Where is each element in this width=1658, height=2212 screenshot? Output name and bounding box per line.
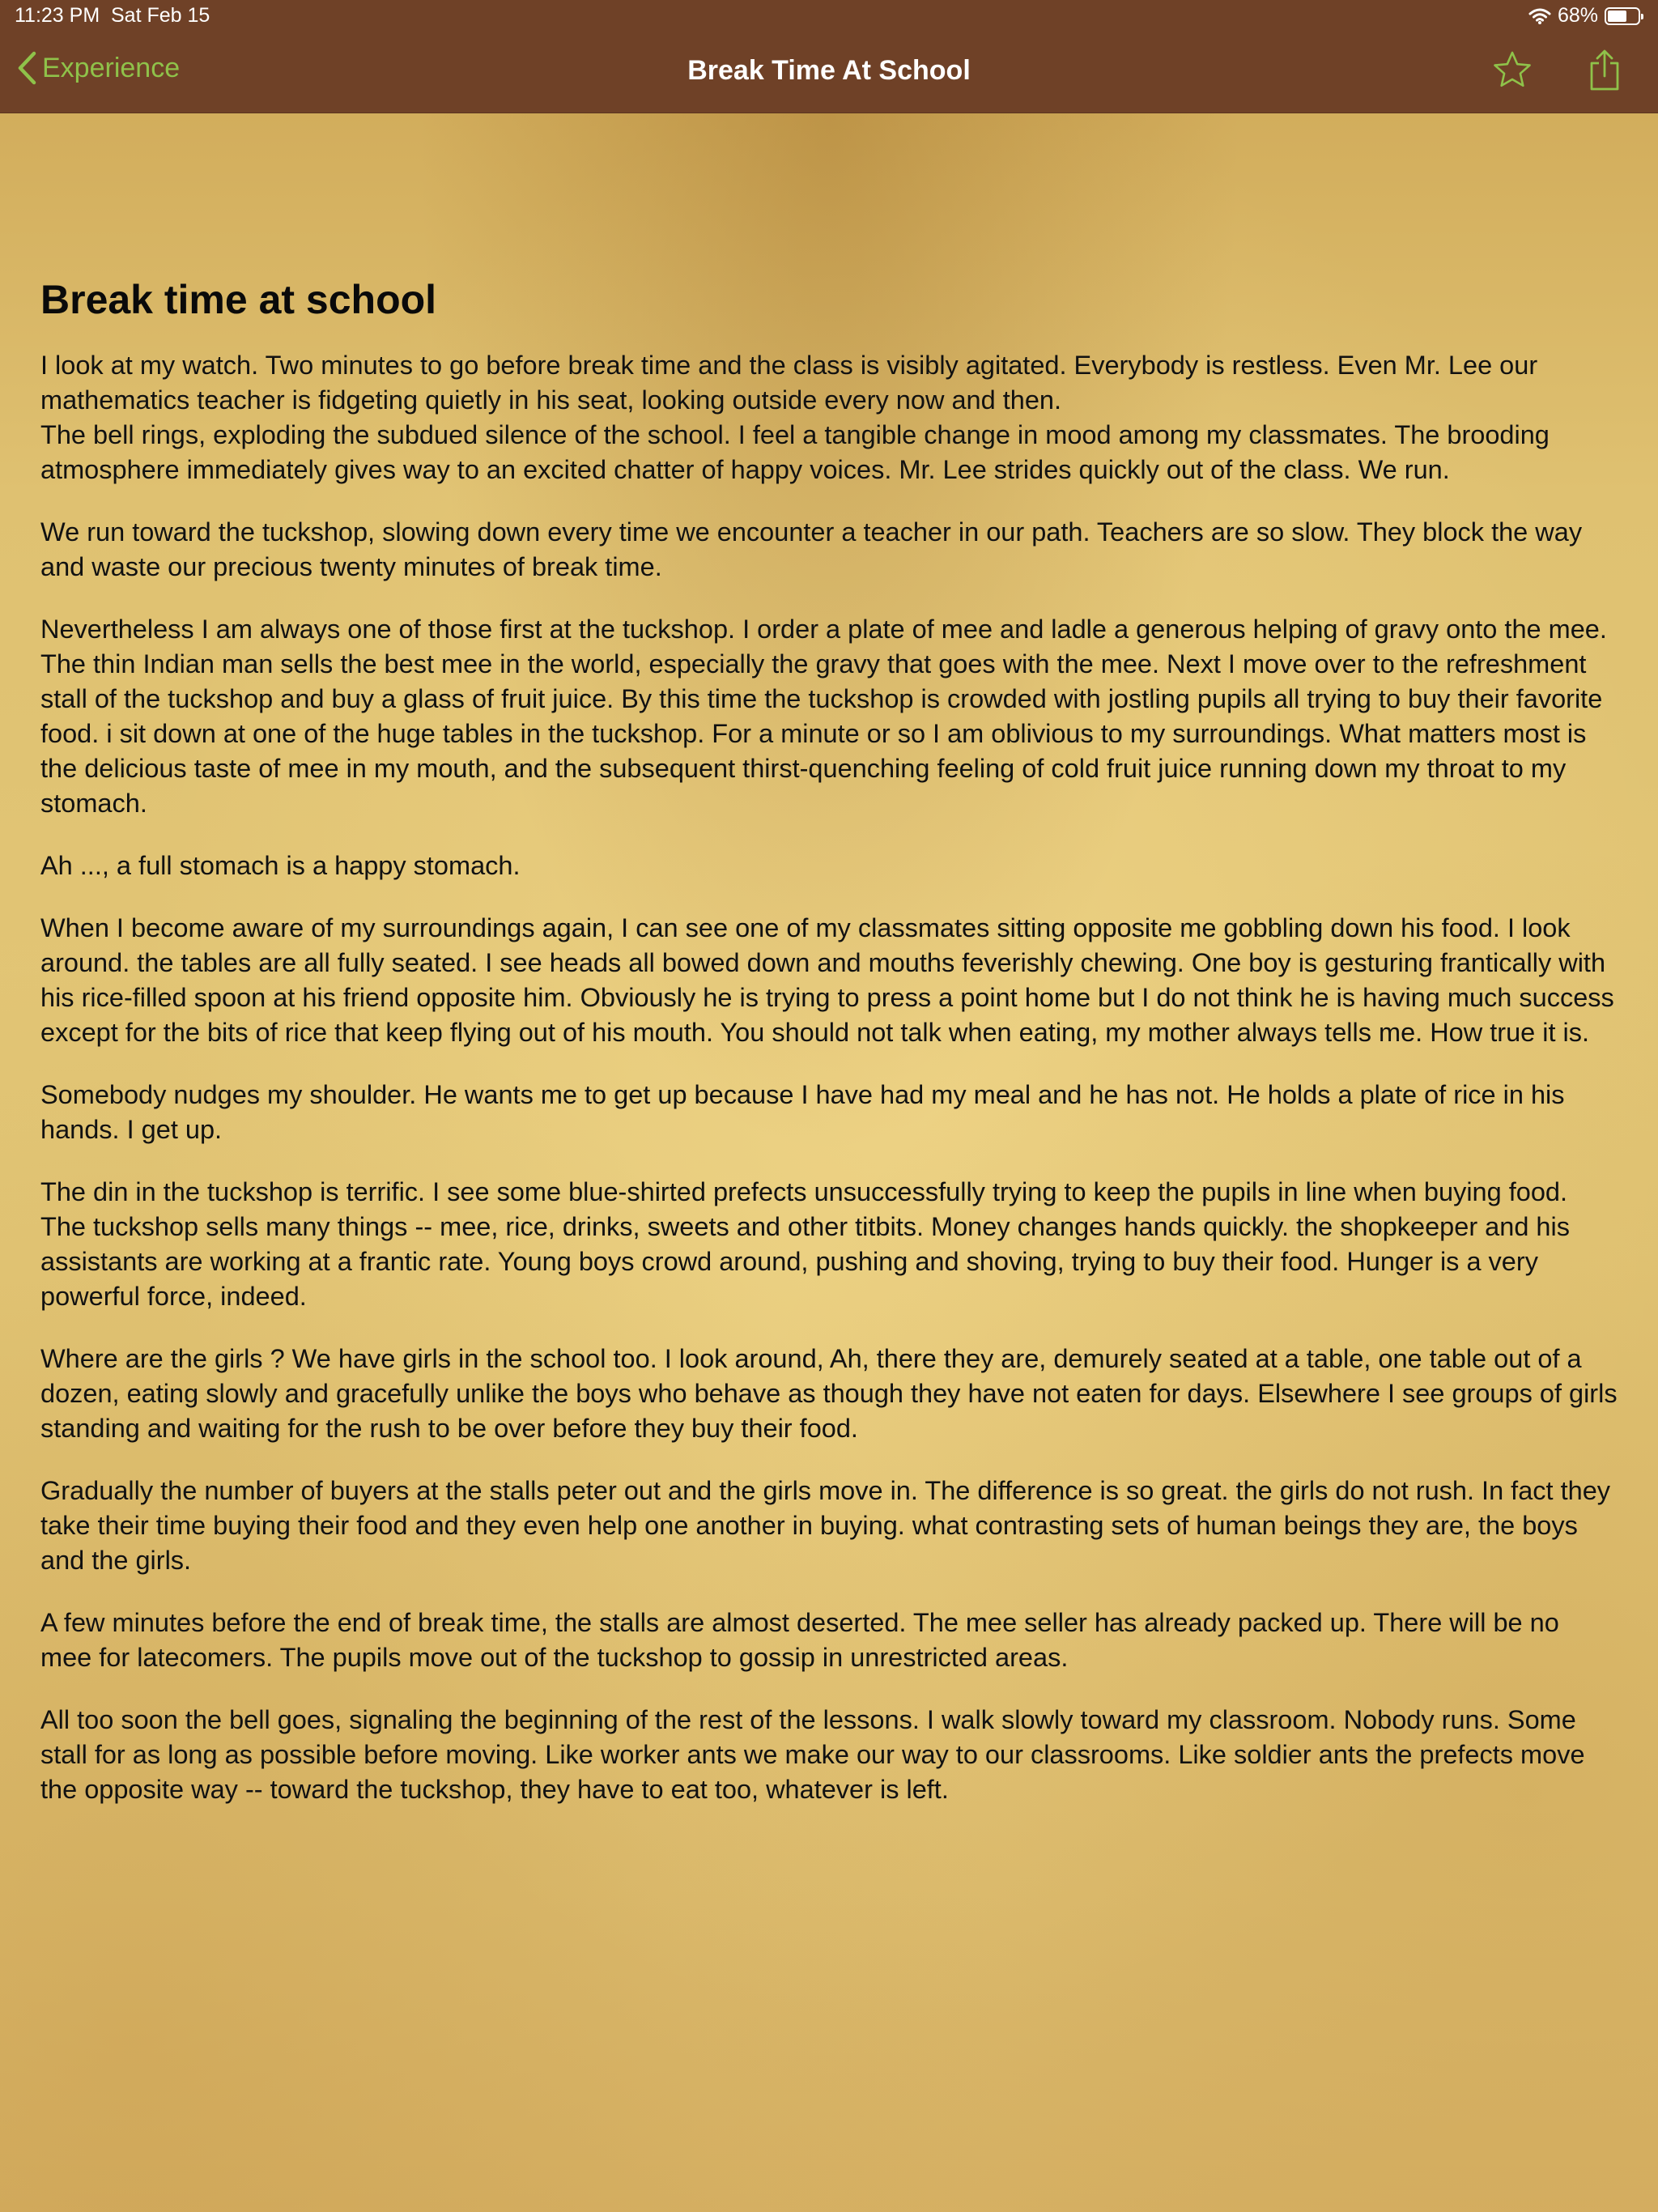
article-paragraph: Somebody nudges my shoulder. He wants me to get up because I have had my meal and he has not. He holds a plate of rice in his hands. I get up. (40, 1080, 1565, 1144)
navigation-bar (0, 32, 1658, 113)
battery-level (1608, 11, 1626, 22)
share-icon (1587, 49, 1622, 92)
favorite-button[interactable] (1493, 50, 1532, 89)
article-content-area[interactable] (0, 113, 1658, 2212)
article-paragraph: Ah ..., a full stomach is a happy stomach. (40, 851, 521, 880)
article-paragraph: All too soon the bell goes, signaling the beginning of the rest of the lessons. I walk slowly toward my classroom. Nobody runs. Some stall for as long as possible before moving. Like worker ants we make our way to our classrooms. Like soldier ants the prefects move the opposite way -- toward the tuckshop, they have to eat too, whatever is left. (40, 1705, 1585, 1804)
battery-nub (1641, 14, 1643, 19)
status-indicators (1528, 4, 1643, 28)
status-date: Sat Feb 15 (111, 4, 210, 27)
battery-icon (1605, 7, 1640, 25)
status-time: 11:23 PM (15, 4, 100, 27)
article-paragraph: Where are the girls ? We have girls in the school too. I look around, Ah, there they are, demurely seated at a table, one table out of a dozen, eating slowly and gracefully unlike the boys who behave as though they have not eaten for days. Elsewhere I see groups of girls standing and waiting for the rush to be over before they buy their food. (40, 1344, 1618, 1443)
article-paragraph: Nevertheless I am always one of those first at the tuckshop. I order a plate of mee and ladle a generous helping of gravy onto the mee. The thin Indian man sells the best mee in the world, especially the gravy that goes with the mee. Next I move over to the refreshment stall of the tuckshop and buy a glass of fruit juice. By this time the tuckshop is crowded with jostling pupils all trying to buy their favorite food. i sit down at one of the huge tables in the tuckshop. For a minute or so I am oblivious to my surroundings. What matters most is the delicious taste of mee in my mouth, and the subsequent thirst-quenching feeling of cold fruit juice running down my throat to my stomach. (40, 615, 1607, 818)
article-paragraph: I look at my watch. Two minutes to go before break time and the class is visibly agitated. Everybody is restless. Even Mr. Lee our mathematics teacher is fidgeting quietly in his seat, looking outside every now and then. The bell rings, exploding the subdued silence of the school. I feel a tangible change in mood among my classmates. The brooding atmosphere immediately gives way to an excited chatter of happy voices. Mr. Lee strides quickly out of the class. We run. (40, 351, 1550, 484)
page-title: Break Time At School (687, 55, 971, 86)
wifi-icon (1528, 7, 1551, 25)
article-paragraph: A few minutes before the end of break time, the stalls are almost deserted. The mee seller has already packed up. There will be no mee for latecomers. The pupils move out of the tuckshop to gossip in unrestricted areas. (40, 1608, 1559, 1672)
article-paragraph: The din in the tuckshop is terrific. I see some blue-shirted prefects unsuccessfully trying to keep the pupils in line when buying food. The tuckshop sells many things -- mee, rice, drinks, sweets and other titbits. Money changes hands quickly. the shopkeeper and his assistants are working at a frantic rate. Young boys crowd around, pushing and shoving, trying to buy their food. Hunger is a very powerful force, indeed. (40, 1177, 1570, 1311)
article-paragraph: We run toward the tuckshop, slowing down every time we encounter a teacher in our path. Teachers are so slow. They block the way and waste our precious twenty minutes of break time. (40, 517, 1583, 581)
back-button-label: Experience (42, 52, 181, 83)
article-paragraph: When I become aware of my surroundings again, I can see one of my classmates sitting opposite me gobbling down his food. I look around. the tables are all fully seated. I see heads all bowed down and mouths feverishly chewing. One boy is gesturing frantically with his rice-filled spoon at his friend opposite him. Obviously he is trying to press a point home but I do not think he is having much success except for the bits of rice that keep flying out of his mouth. You should not talk when eating, my mother always tells me. How true it is. (40, 913, 1614, 1047)
share-button[interactable] (1587, 49, 1622, 92)
battery-percentage: 68% (1557, 4, 1598, 27)
star-icon (1493, 50, 1532, 89)
status-bar (0, 0, 1658, 32)
article (40, 275, 1618, 1835)
article-heading: Break time at school (40, 277, 437, 322)
article-paragraph: Gradually the number of buyers at the stalls peter out and the girls move in. The difference is so great. the girls do not rush. In fact they take their time buying their food and they even help one another in buying. what contrasting sets of human beings they are, the boys and the girls. (40, 1476, 1611, 1575)
